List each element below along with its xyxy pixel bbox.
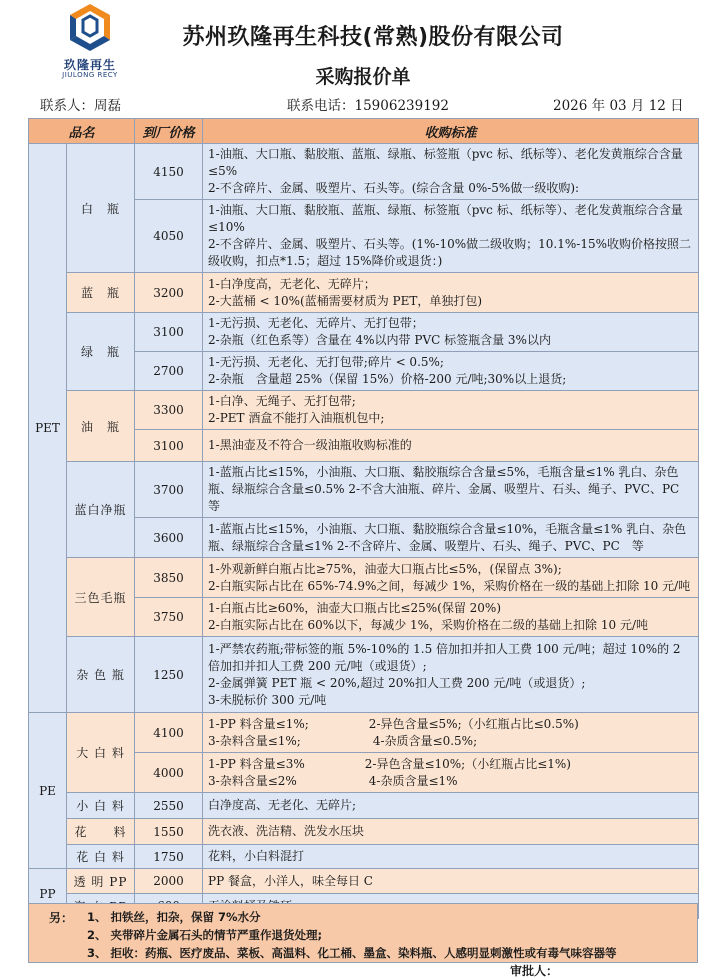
product-name: 花 白 料 [67, 845, 135, 869]
product-name: 绿 瓶 [67, 313, 135, 391]
price-cell: 2700 [135, 352, 203, 391]
standard-cell: 1-白净、无绳子、无打包带; 2-PET 酒盒不能打入油瓶机包中; [203, 391, 699, 430]
standard-cell: 1-无污损、无老化、无碎片、无打包带； 2-杂瓶（红色系等）含量在 4%以内带 PVC 标签瓶含量 3%以内 [203, 313, 699, 352]
company-name: 苏州玖隆再生科技(常熟)股份有限公司 [182, 25, 564, 50]
document-title: 采购报价单 [315, 66, 411, 88]
table-row [29, 462, 699, 518]
price-cell: 4150 [135, 144, 203, 200]
product-name: 蓝白净瓶 [67, 462, 135, 558]
standard-cell: 1-无污损、无老化、无打包带;碎片 < 0.5%; 2-杂瓶 含量超 25%（保留 15%）价格-200 元/吨;30%以上退货; [203, 352, 699, 391]
price-cell: 3100 [135, 313, 203, 352]
table-header-row [29, 119, 699, 144]
table-row [29, 845, 699, 869]
table-row [29, 273, 699, 313]
product-name: 花 料 [67, 819, 135, 845]
note-item: 1、 扣铁丝，扣杂，保留 7%水分 [87, 910, 261, 924]
standard-cell: 1-蓝瓶占比≤15%，小油瓶、大口瓶、黏胶瓶综合含量≤10%，毛瓶含量≤1% 乳白、杂色瓶、绿瓶综合含量≤1% 2-不含碎片、金属、吸塑片、石头、绳子、PVC、PC 等 [203, 518, 699, 558]
note-item: 3、 拒收：药瓶、医疗废品、菜板、高温料、化工桶、墨盒、染料瓶、人感明显刺激性或有毒气味容器等 [87, 946, 617, 960]
column-header-price: 到厂价格 [135, 119, 203, 144]
product-name: 小 白 料 [67, 793, 135, 819]
price-table [28, 118, 699, 919]
standard-cell: 洗衣液、洗洁精、洗发水压块 [203, 819, 699, 845]
price-cell: 3600 [135, 518, 203, 558]
standard-cell: 1-严禁农药瓶;带标签的瓶 5%-10%的 1.5 倍加扣并扣人工费 100 元/吨；超过 10%的 2 倍加扣并扣人工费 200 元/吨（或退货）; 2-金属弹簧 PET 瓶 < 20%,超过 20%扣人工费 200 元/吨（或退货）; 3-未脱标价 300 元/吨 [203, 637, 699, 713]
note-item: 2、 夹带碎片金属石头的情节严重作退货处理; [87, 928, 323, 942]
category-pe: PE [29, 713, 67, 869]
table-row [29, 713, 699, 753]
standard-cell: 1-白瓶占比≥60%，油壶大口瓶占比≤25%(保留 20%) 2-白瓶实际占比在 60%以下，每减少 1%，采购价格在二级的基础上扣除 10 元/吨 [203, 598, 699, 637]
product-name: 大 白 料 [67, 713, 135, 793]
page-header [0, 0, 726, 118]
contact-person: 联系人：周磊 [40, 98, 121, 114]
price-cell: 3750 [135, 598, 203, 637]
price-cell: 2000 [135, 869, 203, 894]
product-name: 三色毛瓶 [67, 558, 135, 637]
price-cell: 3700 [135, 462, 203, 518]
table-row [29, 793, 699, 819]
price-cell: 3850 [135, 558, 203, 598]
table-row [29, 313, 699, 352]
column-header-standard: 收购标准 [203, 119, 699, 144]
standard-cell: PP 餐盒，小洋人，味全每日 C [203, 869, 699, 894]
table-row [29, 869, 699, 894]
contact-phone: 联系电话：15906239192 [287, 98, 449, 114]
price-cell: 1550 [135, 819, 203, 845]
standard-cell: 1-外观新鲜白瓶占比≥75%，油壶大口瓶占比≤5%，(保留点 3%); 2-白瓶实际占比在 65%-74.9%之间，每减少 1%，采购价格在一级的基础上扣除 10 元/吨 [203, 558, 699, 598]
column-header-name: 品名 [29, 119, 135, 144]
price-cell: 3100 [135, 430, 203, 462]
standard-cell: 白净度高、无老化、无碎片; [203, 793, 699, 819]
table-row [29, 391, 699, 430]
price-cell: 1750 [135, 845, 203, 869]
table-row [29, 558, 699, 598]
approver-label: 审批人： [510, 964, 559, 978]
category-pp: PP [29, 869, 67, 919]
standard-cell: 1-PP 料含量≤1%; 2-异色含量≤5%;（小红瓶占比≤0.5%) 3-杂料含量≤1%; 4-杂质含量≤0.5%; [203, 713, 699, 753]
standard-cell: 1-蓝瓶占比≤15%，小油瓶、大口瓶、黏胶瓶综合含量≤5%，毛瓶含量≤1% 乳白、杂色瓶、绿瓶综合含量≤0.5% 2-不含大油瓶、碎片、金属、吸塑片、石头、绳子、PVC、PC 等 [203, 462, 699, 518]
notes-label: 另： [49, 911, 74, 925]
product-name: 油 瓶 [67, 391, 135, 462]
table-row [29, 637, 699, 713]
document-date: 2026 年 03 月 12 日 [553, 98, 684, 114]
standard-cell: 1-PP 料含量≤3% 2-异色含量≤10%;（小红瓶占比≤1%) 3-杂料含量≤2% 4-杂质含量≤1% [203, 753, 699, 793]
table-row [29, 144, 699, 200]
logo-name-en: JIULONG RECY [62, 71, 118, 79]
product-name: 杂 色 瓶 [67, 637, 135, 713]
price-cell: 4000 [135, 753, 203, 793]
product-name: 白 瓶 [67, 144, 135, 273]
price-cell: 3200 [135, 273, 203, 313]
standard-cell: 1-油瓶、大口瓶、黏胶瓶、蓝瓶、绿瓶、标签瓶（pvc 标、纸标等）、老化发黄瓶综合含量≤5% 2-不含碎片、金属、吸塑片、石头等。(综合含量 0%-5%做一级收购): [203, 144, 699, 200]
price-cell: 2550 [135, 793, 203, 819]
standard-cell: 1-黑油壶及不符合一级油瓶收购标准的 [203, 430, 699, 462]
notes-section [28, 903, 698, 963]
standard-cell: 花料，小白料混打 [203, 845, 699, 869]
standard-cell: 1-油瓶、大口瓶、黏胶瓶、蓝瓶、绿瓶、标签瓶（pvc 标、纸标等）、老化发黄瓶综合含量≤10% 2-不含碎片、金属、吸塑片、石头等。(1%-10%做二级收购；10.1%-15%收购价格按照二级收购，扣点*1.5；超过 15%降价或退货：) [203, 200, 699, 273]
standard-cell: 1-白净度高，无老化、无碎片； 2-大蓝桶 < 10%(蓝桶需要材质为 PET，单独打包) [203, 273, 699, 313]
product-name: 透 明 PP [67, 869, 135, 894]
price-cell: 3300 [135, 391, 203, 430]
table-row [29, 819, 699, 845]
price-cell: 4100 [135, 713, 203, 753]
price-cell: 1250 [135, 637, 203, 713]
product-name: 蓝 瓶 [67, 273, 135, 313]
category-pet: PET [29, 144, 67, 713]
price-cell: 4050 [135, 200, 203, 273]
logo-name-cn: 玖隆再生 [63, 58, 116, 72]
